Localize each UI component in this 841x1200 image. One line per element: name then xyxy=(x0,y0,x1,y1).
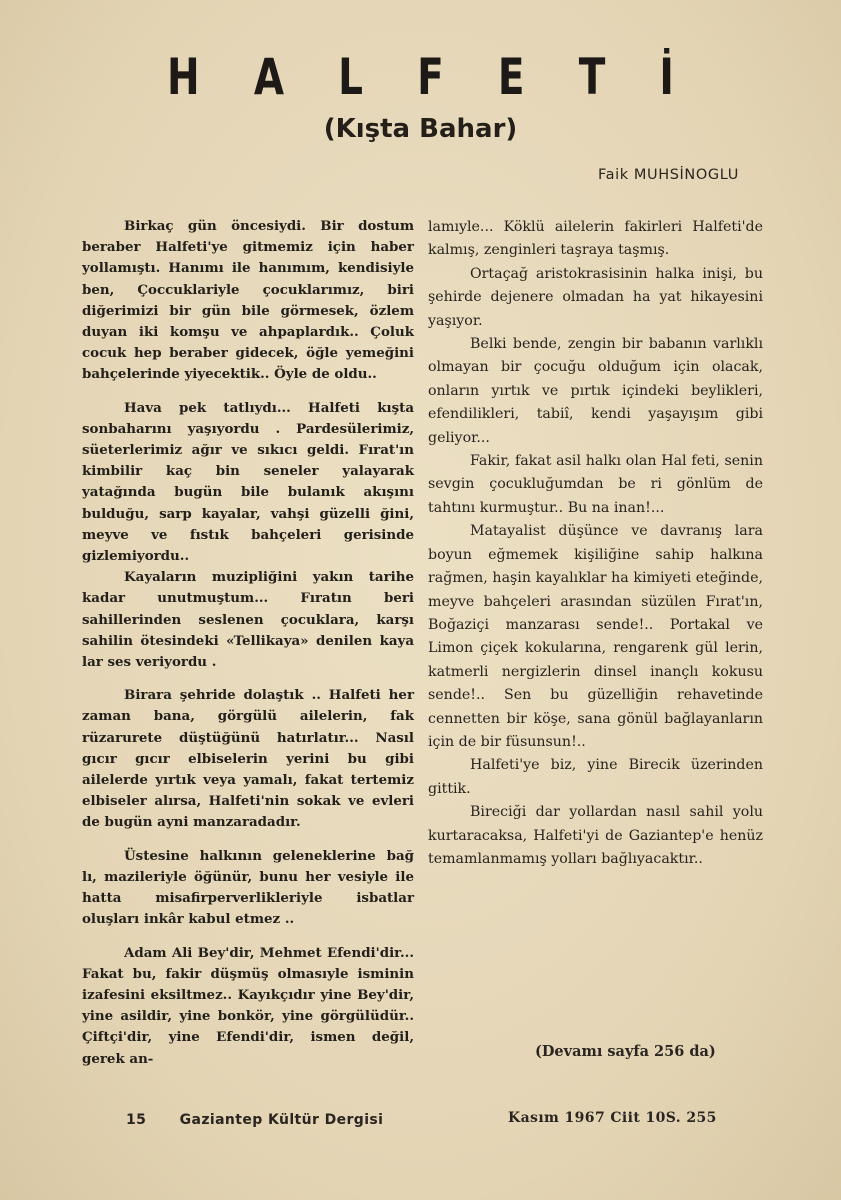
journal-name: Gaziantep Kültür Dergisi xyxy=(179,1112,384,1128)
paragraph: Hava pek tatlıydı... Halfeti kışta sonbaharını yaşıyordu . Pardesülerimiz, süeterlerimiz ağır ve sıkıcı geldi. Fırat'ın kimbilir kaç bin seneler yalayarak yatağında bugün bile bulanık akışını bulduğu, sarp kayalar, vahşi güzelli ğini, meyve ve fıstık bahçeleri gerisinde gizlemiyordu.. xyxy=(82,399,414,565)
continued-note: (Devamı sayfa 256 da) xyxy=(535,1043,716,1060)
paragraph: Birara şehride dolaştık .. Halfeti her zaman bana, görgülü ailelerin, fak rüzarurete düştüğünü hatırlatır... Nasıl gıcır gıcır elbiselerin yerini bu gibi ailelerde yırtık veya yamalı, fakat tertemiz elbiseler alırsa, Halfeti'nin sokak ve evleri de bugün ayni manzaradadır. xyxy=(82,687,414,831)
paragraph: Halfeti'ye biz, yine Birecik üzerinden gittik. xyxy=(428,757,763,797)
paragraph: Üstesine halkının geleneklerine bağ lı, mazileriyle öğünür, bunu her vesiyle ile hatta misafirperverlikleriyle isbatlar oluşları inkâr kabul etmez .. xyxy=(82,847,414,928)
page-number: 15 xyxy=(126,1112,147,1128)
paragraph: Bireciği dar yollardan nasıl sahil yolu kurtaracaksa, Halfeti'yi de Gaziantep'e henüz temamlanmamış yolları bağlıyacaktır.. xyxy=(428,804,763,867)
paragraph: lamıyle... Köklü ailelerin fakirleri Halfeti'de kalmış, zenginleri taşraya taşmış. xyxy=(428,219,763,259)
article-title: H A L F E T İ xyxy=(167,48,695,106)
paragraph: Matayalist düşünce ve davranış lara boyun eğmemek kişiliğine sahip halkına rağmen, haşin kayalıklar ha kimiyeti eteğinde, meyve bahçeleri arasından süzülen Fırat'ın, Boğaziçi manzarası sende!.. Portakal ve Limon çiçek kokularına, rengarenk gül lerin, katmerli nergizlerin dinsel inançlı kokusu sende!.. Sen bu güzelliğin rehavetinde cennetten bir köşe, sana gönül bağlayanların için de bir füsunsun!.. xyxy=(428,523,763,750)
paragraph: Adam Ali Bey'dir, Mehmet Efendi'dir... Fakat bu, fakir düşmüş olmasıyle isminin izafesini eksiltmez.. Kayıkçıdır yine Bey'dir, yine asildir, yine bonkör, yine görgülüdür.. Çiftçi'dir, yine Efendi'dir, ismen değil, gerek an- xyxy=(82,944,414,1067)
left-column xyxy=(82,216,414,1082)
issue-info: Kasım 1967 Ciit 10S. 255 xyxy=(508,1110,717,1126)
right-column xyxy=(428,216,763,871)
paragraph: Belki bende, zengin bir babanın varlıklı olmayan bir çocuğu olduğum için olacak, onların yırtık ve pırtık içindeki beylikleri, efendilikleri, tabiî, kendi yaşayışım gibi geliyor... xyxy=(428,336,763,446)
paragraph: Fakir, fakat asil halkı olan Hal feti, senin sevgin çocukluğumdan be ri gönlüm de tahtını kurmuştur.. Bu na inan!... xyxy=(428,453,763,516)
article-subtitle: (Kışta Bahar) xyxy=(323,114,518,144)
paragraph: Ortaçağ aristokrasisinin halka inişi, bu şehirde dejenere olmadan ha yat hikayesini yaşıyor. xyxy=(428,265,763,329)
author-name: Faik MUHSİNOGLU xyxy=(598,167,739,183)
footer-left xyxy=(126,1112,383,1128)
paragraph: Birkaç gün öncesiydi. Bir dostum beraber Halfeti'ye gitmemiz için haber yollamıştı. Hanımı ile hanımım, kendisiyle ben, Çoccuklariyle çocuklarımız, biri diğerimizi bir gün bile görmesek, özlem duyan iki komşu ve ahpaplardık.. Çoluk cocuk hep beraber gidecek, öğle yemeğini bahçelerinde yiyecektik.. Öyle de oldu.. xyxy=(82,218,414,383)
paragraph: Kayaların muzipliğini yakın tarihe kadar unutmuştum... Fıratın beri sahillerinden seslenen çocuklara, karşı sahilin ötesindeki «Tellikaya» denilen kaya lar ses veriyordu . xyxy=(82,569,414,671)
